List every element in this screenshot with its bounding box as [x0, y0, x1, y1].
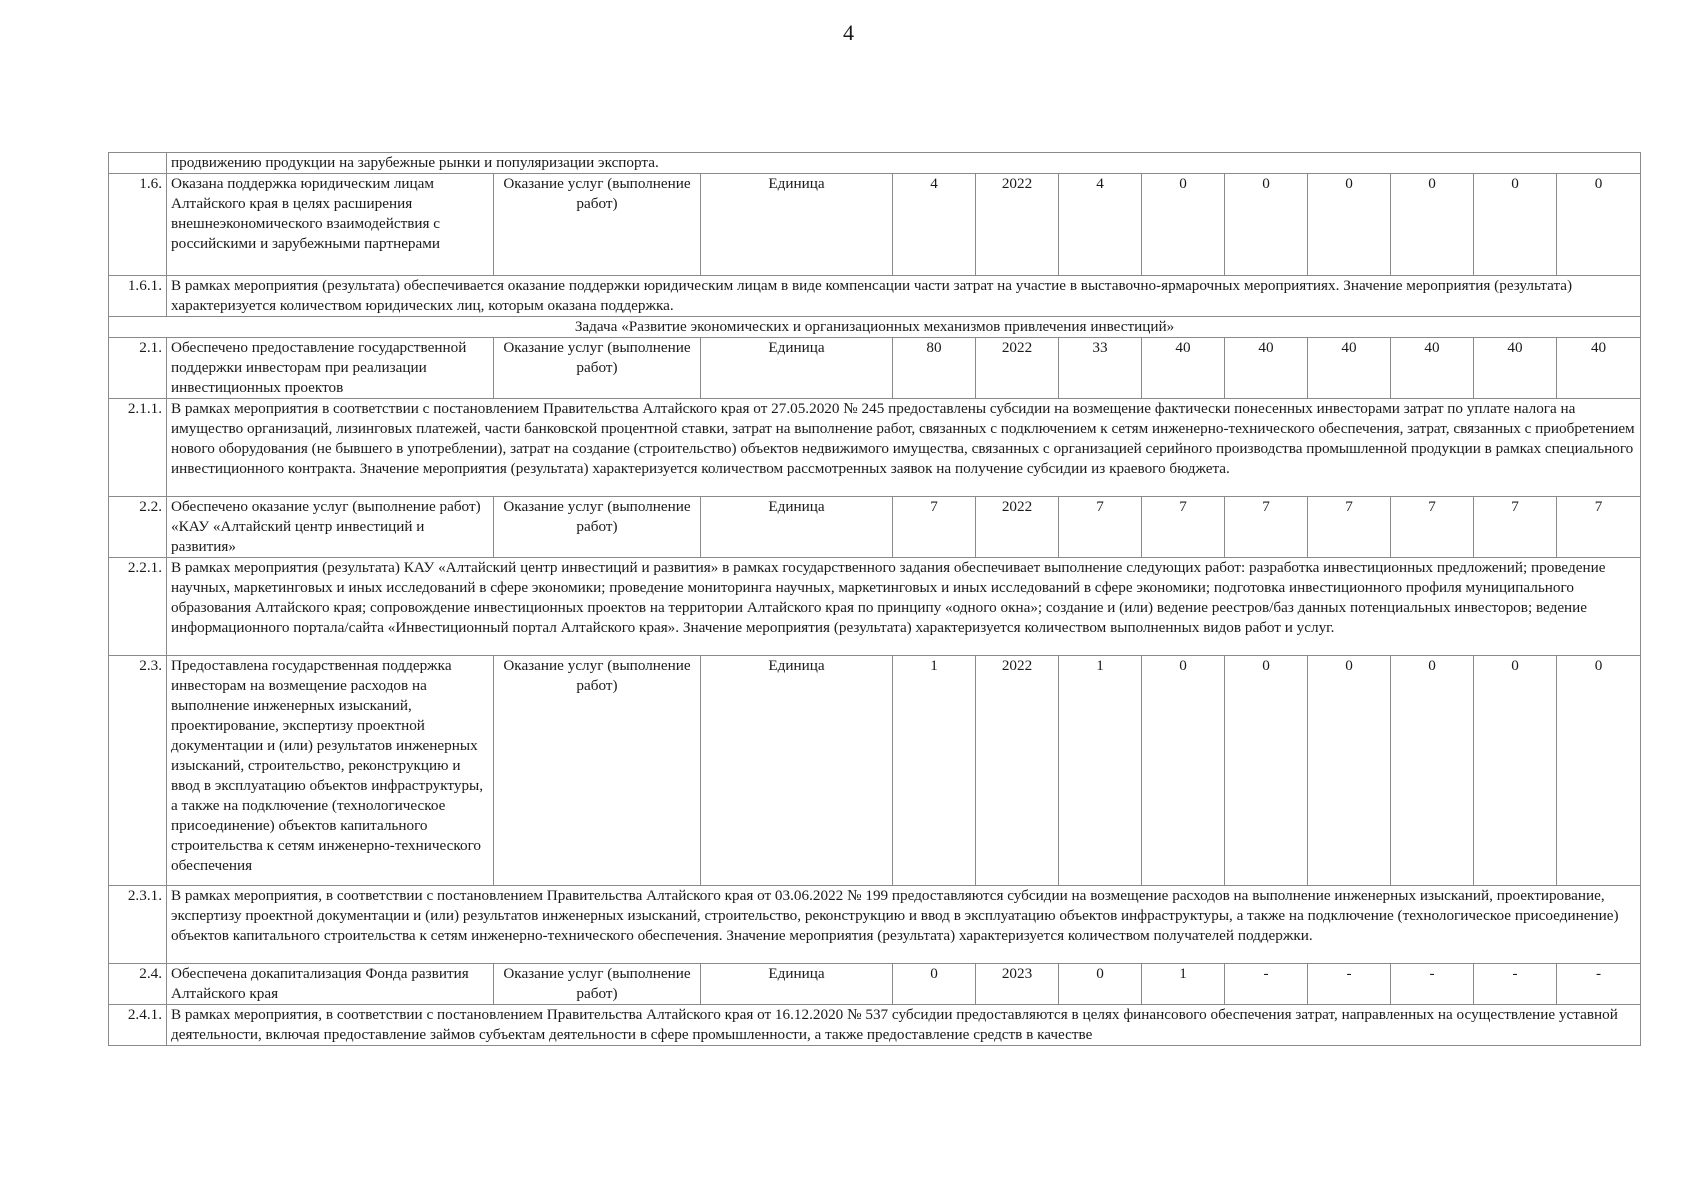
- item-value: 7: [1142, 497, 1225, 558]
- item-value: 7: [1391, 497, 1474, 558]
- item-number: 2.1.: [109, 338, 167, 399]
- item-value: 0: [1059, 964, 1142, 1005]
- item-value: 7: [1059, 497, 1142, 558]
- item-value: 0: [1391, 656, 1474, 886]
- item-value: 1: [1142, 964, 1225, 1005]
- description-text: В рамках мероприятия, в соответствии с постановлением Правительства Алтайского края от 16.12.2020 № 537 субсидии предоставляются в целях финансового обеспечения затрат, направленных на осуществление уставной деятельности, включая предоставление займов субъектам деятельности в сфере промышленности, а также предоставление средств в качестве: [167, 1005, 1641, 1046]
- item-value: 2022: [976, 174, 1059, 276]
- item-kind: Оказание услуг (выполнение работ): [494, 497, 701, 558]
- description-number: 2.1.1.: [109, 399, 167, 497]
- item-value: -: [1391, 964, 1474, 1005]
- item-value: 40: [1225, 338, 1308, 399]
- item-value: -: [1474, 964, 1557, 1005]
- item-value: 33: [1059, 338, 1142, 399]
- table-row-task: [109, 317, 1641, 338]
- item-kind: Оказание услуг (выполнение работ): [494, 656, 701, 886]
- cell-empty: [109, 153, 167, 174]
- item-value: -: [1557, 964, 1641, 1005]
- item-name: Обеспечена докапитализация Фонда развития Алтайского края: [167, 964, 494, 1005]
- table-row-item: [109, 964, 1641, 1005]
- table-row-item: [109, 338, 1641, 399]
- item-value: 0: [1474, 656, 1557, 886]
- table-row-description: [109, 886, 1641, 964]
- table-row-description: [109, 1005, 1641, 1046]
- description-number: 1.6.1.: [109, 276, 167, 317]
- item-name: Оказана поддержка юридическим лицам Алтайского края в целях расширения внешнеэкономического взаимодействия с российскими и зарубежными партнерами: [167, 174, 494, 276]
- table-row-description: [109, 276, 1641, 317]
- task-heading: Задача «Развитие экономических и организационных механизмов привлечения инвестиций»: [109, 317, 1641, 338]
- item-unit: Единица: [701, 964, 893, 1005]
- item-value: 7: [893, 497, 976, 558]
- item-unit: Единица: [701, 656, 893, 886]
- item-unit: Единица: [701, 497, 893, 558]
- item-value: 0: [1225, 656, 1308, 886]
- item-value: 7: [1225, 497, 1308, 558]
- item-value: 4: [893, 174, 976, 276]
- item-value: 1: [893, 656, 976, 886]
- item-name: Предоставлена государственная поддержка инвесторам на возмещение расходов на выполнение инженерных изысканий, проектирование, экспертизу проектной документации и (или) результатов инженерных изысканий, строительство, реконструкцию и ввод в эксплуатацию объектов инфраструктуры, а также на подключение (технологическое присоединение) объектов капитального строительства к сетям инженерно-технического обеспечения: [167, 656, 494, 886]
- item-value: 80: [893, 338, 976, 399]
- item-value: 0: [1225, 174, 1308, 276]
- item-value: 40: [1474, 338, 1557, 399]
- item-value: 7: [1308, 497, 1391, 558]
- item-number: 2.2.: [109, 497, 167, 558]
- item-name: Обеспечено оказание услуг (выполнение работ) «КАУ «Алтайский центр инвестиций и развития»: [167, 497, 494, 558]
- item-number: 2.4.: [109, 964, 167, 1005]
- item-value: 4: [1059, 174, 1142, 276]
- description-text: В рамках мероприятия в соответствии с постановлением Правительства Алтайского края от 27.05.2020 № 245 предоставлены субсидии на возмещение фактически понесенных инвесторами затрат по уплате налога на имущество организаций, лизинговых платежей, части банковской процентной ставки, затрат на выполнение работ, связанных с подключением к сетям инженерно-технического обеспечения, затрат, связанных с приобретением нового оборудования (не бывшего в употреблении), затрат на создание (строительство) объектов недвижимого имущества, связанных с организацией серийного производства промышленной продукции в рамках специального инвестиционного контракта. Значение мероприятия (результата) характеризуется количеством рассмотренных заявок на получение субсидии из краевого бюджета.: [167, 399, 1641, 497]
- item-value: 40: [1557, 338, 1641, 399]
- item-value: 40: [1391, 338, 1474, 399]
- item-value: 0: [1142, 656, 1225, 886]
- table-row-item: [109, 656, 1641, 886]
- item-value: 2022: [976, 497, 1059, 558]
- item-number: 1.6.: [109, 174, 167, 276]
- item-value: 0: [1308, 174, 1391, 276]
- item-value: 0: [893, 964, 976, 1005]
- table-row-description: [109, 558, 1641, 656]
- description-number: 2.4.1.: [109, 1005, 167, 1046]
- item-value: 2022: [976, 656, 1059, 886]
- table-row-description: [109, 399, 1641, 497]
- item-value: 1: [1059, 656, 1142, 886]
- continuation-text: продвижению продукции на зарубежные рынки и популяризации экспорта.: [167, 153, 1641, 174]
- item-kind: Оказание услуг (выполнение работ): [494, 964, 701, 1005]
- results-table: [108, 152, 1641, 1046]
- item-value: 0: [1557, 656, 1641, 886]
- item-value: 0: [1391, 174, 1474, 276]
- table-row-item: [109, 497, 1641, 558]
- item-value: 0: [1557, 174, 1641, 276]
- item-name: Обеспечено предоставление государственной поддержки инвесторам при реализации инвестиционных проектов: [167, 338, 494, 399]
- description-text: В рамках мероприятия, в соответствии с постановлением Правительства Алтайского края от 03.06.2022 № 199 предоставляются субсидии на возмещение расходов на выполнение инженерных изысканий, проектирование, экспертизу проектной документации и (или) результатов инженерных изысканий, строительство, реконструкцию и ввод в эксплуатацию объектов инфраструктуры, а также на подключение (технологическое присоединение) объектов капитального строительства к сетям инженерно-технического обеспечения. Значение мероприятия (результата) характеризуется количеством получателей поддержки.: [167, 886, 1641, 964]
- item-value: -: [1308, 964, 1391, 1005]
- item-value: 7: [1474, 497, 1557, 558]
- item-value: 40: [1142, 338, 1225, 399]
- table-row-continuation: [109, 153, 1641, 174]
- item-value: 2023: [976, 964, 1059, 1005]
- item-value: 0: [1142, 174, 1225, 276]
- description-number: 2.2.1.: [109, 558, 167, 656]
- item-unit: Единица: [701, 174, 893, 276]
- item-value: 2022: [976, 338, 1059, 399]
- item-unit: Единица: [701, 338, 893, 399]
- item-value: 7: [1557, 497, 1641, 558]
- item-value: 40: [1308, 338, 1391, 399]
- description-number: 2.3.1.: [109, 886, 167, 964]
- item-value: 0: [1308, 656, 1391, 886]
- item-value: 0: [1474, 174, 1557, 276]
- item-value: -: [1225, 964, 1308, 1005]
- item-kind: Оказание услуг (выполнение работ): [494, 174, 701, 276]
- item-number: 2.3.: [109, 656, 167, 886]
- description-text: В рамках мероприятия (результата) обеспечивается оказание поддержки юридическим лицам в виде компенсации части затрат на участие в выставочно-ярмарочных мероприятиях. Значение мероприятия (результата) характеризуется количеством юридических лиц, которым оказана поддержка.: [167, 276, 1641, 317]
- description-text: В рамках мероприятия (результата) КАУ «Алтайский центр инвестиций и развития» в рамках государственного задания обеспечивает выполнение следующих работ: разработка инвестиционных предложений; проведение научных, маркетинговых и иных исследований в сфере экономики; проведение мониторинга научных, маркетинговых и иных исследований в сфере экономики; подготовка инвестиционного профиля муниципального образования Алтайского края; сопровождение инвестиционных проектов на территории Алтайского края по принципу «одного окна»; создание и (или) ведение реестров/баз данных потенциальных инвесторов; ведение информационного портала/сайта «Инвестиционный портал Алтайского края». Значение мероприятия (результата) характеризуется количеством выполненных видов работ и услуг.: [167, 558, 1641, 656]
- item-kind: Оказание услуг (выполнение работ): [494, 338, 701, 399]
- table-row-item: [109, 174, 1641, 276]
- page-number: 4: [843, 20, 854, 45]
